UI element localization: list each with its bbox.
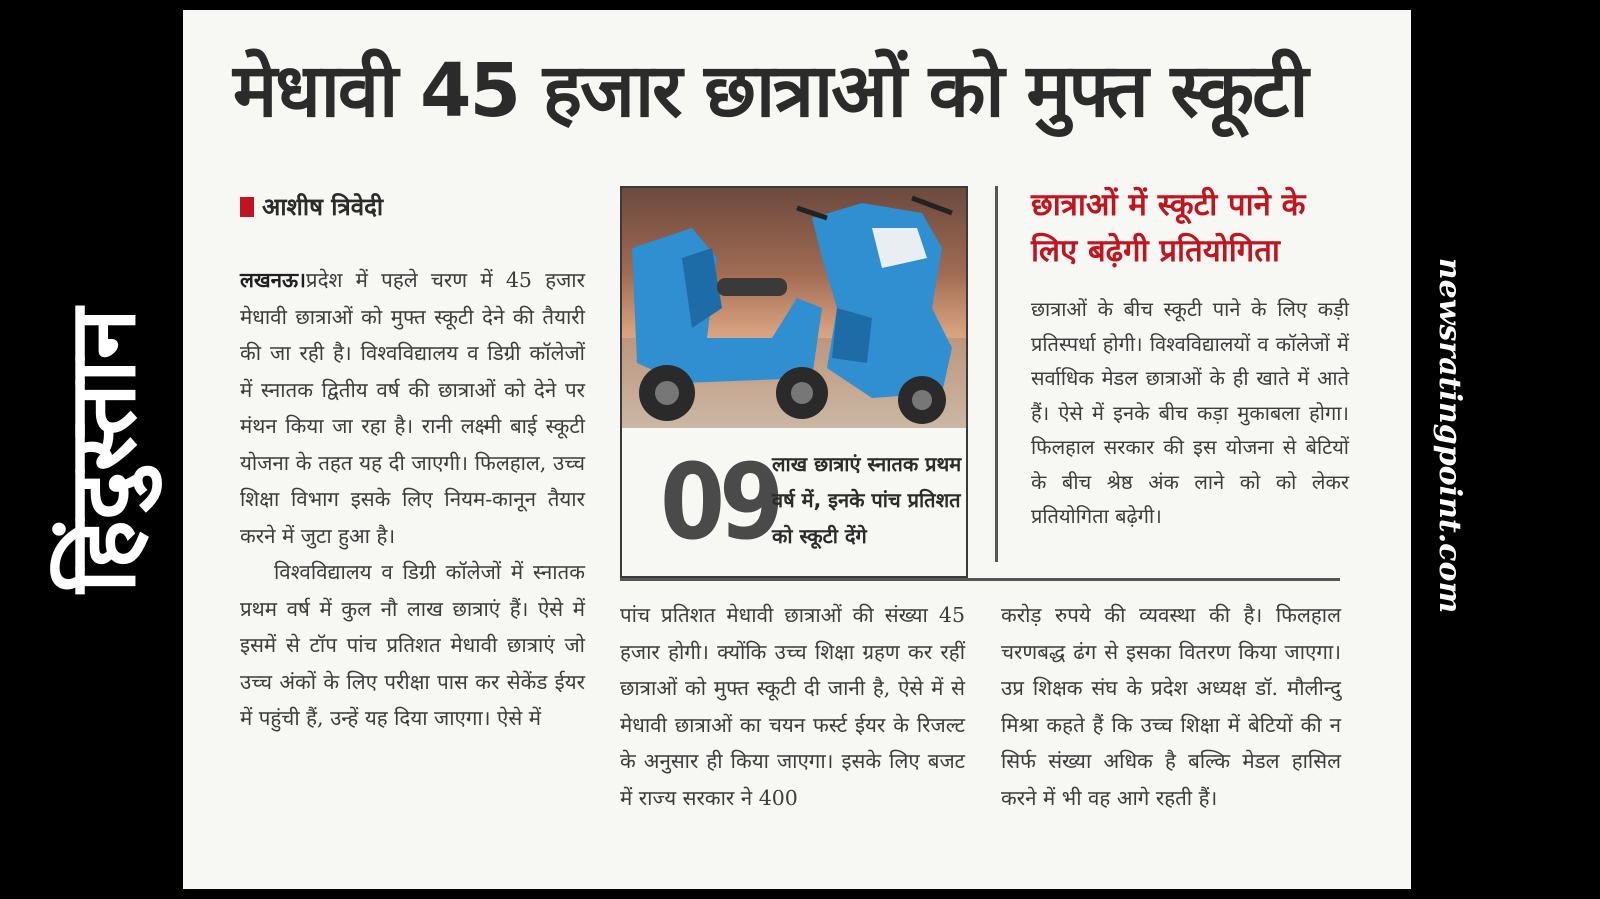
sidebar-heading: छात्राओं में स्कूटी पाने के लिए बढ़ेगी प्रतियोगिता [1031, 187, 1306, 269]
stat-text: लाख छात्राएं स्नातक प्रथम वर्ष में, इनके पांच प्रतिशत को स्कूटी देंगे [772, 452, 962, 548]
article-paragraph-1 [240, 262, 585, 554]
article-column-2 [620, 597, 965, 816]
newspaper-brand [28, 240, 168, 660]
newspaper-brand-text: हिंदुस्तान [48, 307, 156, 593]
dateline: लखनऊ। [240, 268, 306, 292]
article-paragraph-1-text: प्रदेश में पहले चरण में 45 हजार मेधावी छात्राओं को मुफ्त स्कूटी देने की तैयारी की जा रही है। विश्वविद्यालय व डिग्री कॉलेजों में स्नातक द्वितीय वर्ष की छात्राओं को देने पर मंथन किया जा रहा है। रानी लक्ष्मी बाई स्कूटी योजना के तहत यह दी जाएगी। फिलहाल, उच्च शिक्षा विभाग इसके लिए नियम-कानून तैयार करने में जुटा हुआ है। [240, 268, 585, 548]
sidebar-body: छात्राओं के बीच स्कूटी पाने के लिए कड़ी प्रतिस्पर्धा होगी। विश्वविद्यालयों व कॉलेजों में सर्वाधिक मेडल छात्राओं के ही खाते में आते हैं। ऐसे में इनके बीच कड़ा मुकाबला होगा। फिलहाल सरकार की इस योजना से बेटियों के बीच श्रेष्ठ अंक लाने को को लेकर प्रतियोगिता बढ़ेगी। [1031, 297, 1349, 528]
byline-author: आशीष त्रिवेदी [262, 193, 384, 221]
vertical-divider [995, 186, 998, 562]
article-column-3-text: करोड़ रुपये की व्यवस्था की है। फिलहाल चरणबद्ध ढंग से इसका वितरण किया जाएगा। उप्र शिक्षक संघ के प्रदेश अध्यक्ष डॉ. मौलीन्दु मिश्रा कहते हैं कि उच्च शिक्षा में बेटियों की न सिर्फ संख्या अधिक है बल्कि मेडल हासिल करने में भी वह आगे रहती हैं। [1001, 603, 1341, 810]
article-column-1 [240, 262, 585, 737]
website-watermark-text: newsratingpoint.com [1432, 257, 1468, 613]
newspaper-clipping [183, 10, 1411, 889]
byline [240, 190, 383, 223]
photo-stat-box [620, 186, 968, 578]
website-watermark [1420, 257, 1480, 613]
scooter-photo [622, 188, 966, 428]
scooter-illustration [622, 188, 966, 428]
article-paragraph-2: विश्वविद्यालय व डिग्री कॉलेजों में स्नातक प्रथम वर्ष में कुल नौ लाख छात्राएं हैं। ऐसे में इसमें से टॉप पांच प्रतिशत मेधावी छात्राएं जो उच्च अंकों के लिए परीक्षा पास कर सेकेंड ईयर में पहुंची हैं, उन्हें यह दिया जाएगा। ऐसे में [240, 560, 585, 730]
stat-number: 09 [660, 441, 779, 563]
horizontal-divider [620, 578, 1340, 581]
article-column-3 [1001, 597, 1341, 816]
article-column-2-text: पांच प्रतिशत मेधावी छात्राओं की संख्या 45 हजार होगी। क्योंकि उच्च शिक्षा ग्रहण कर रहीं छात्राओं को मुफ्त स्कूटी दी जानी है, ऐसे में से मेधावी छात्राओं का चयन फर्स्ट ईयर के रिजल्ट के अनुसार ही किया जाएगा। इसके लिए बजट में राज्य सरकार ने 400 [620, 603, 965, 810]
byline-marker [240, 197, 254, 217]
stat-callout [622, 436, 966, 576]
headline: मेधावी 45 हजार छात्राओं को मुफ्त स्कूटी [233, 48, 1307, 134]
